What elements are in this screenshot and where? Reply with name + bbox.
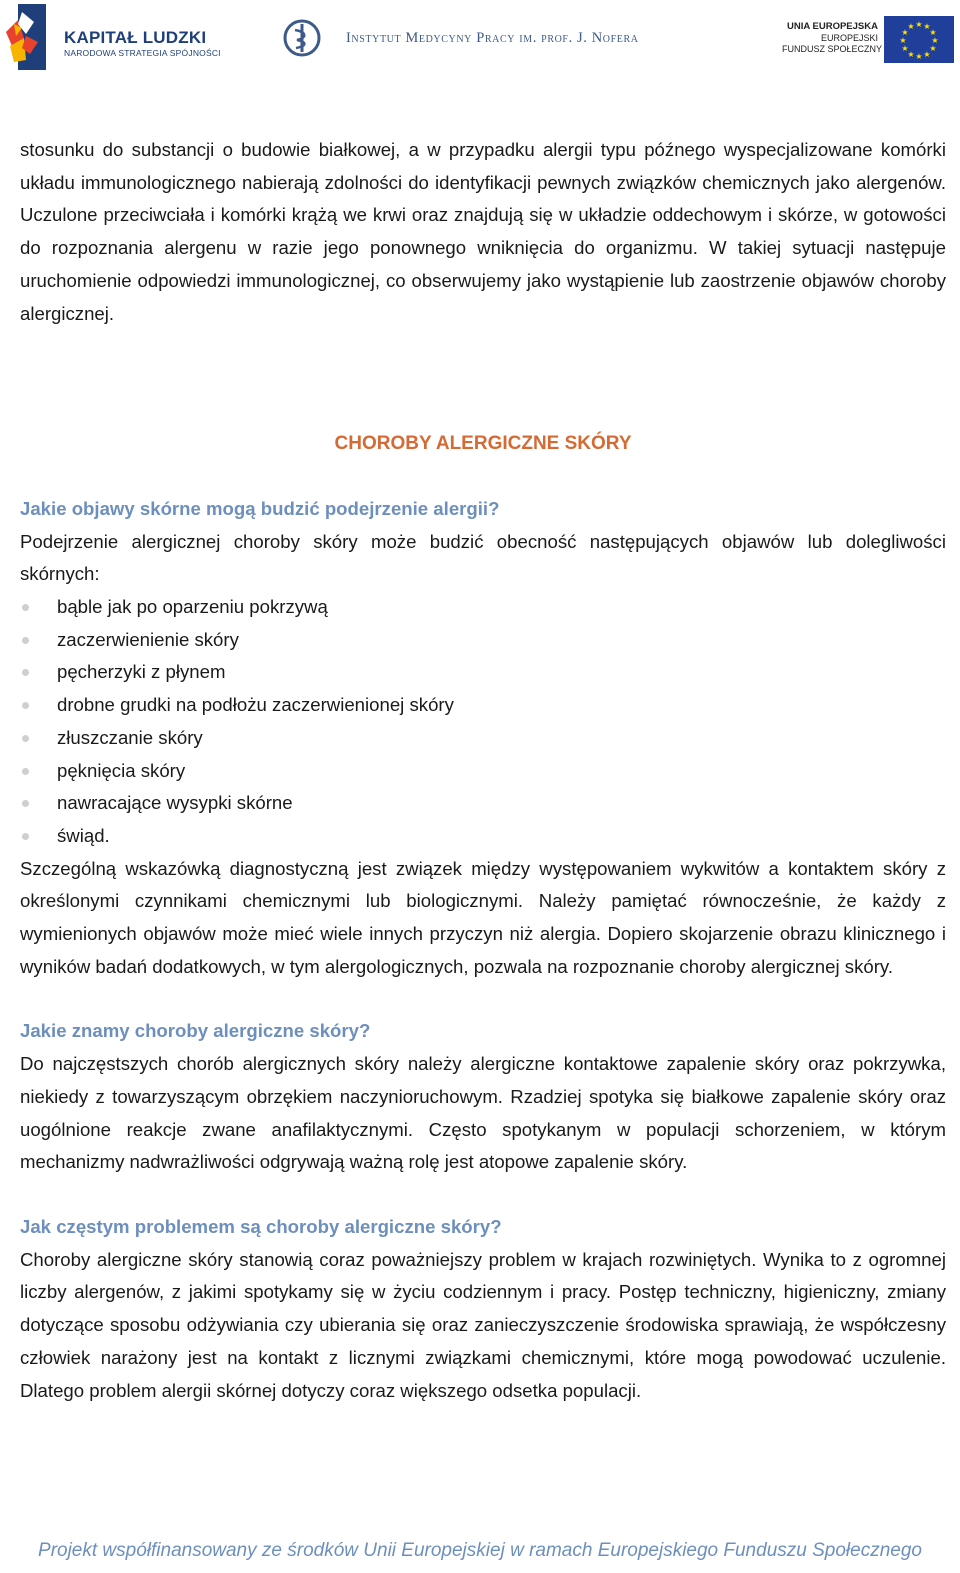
list-item-text: pęcherzyki z płynem [57, 661, 226, 683]
bullet-dot-icon [22, 833, 29, 840]
bullet-dot-icon [22, 768, 29, 775]
caduceus-icon [282, 18, 322, 58]
svg-text:★: ★ [915, 20, 923, 29]
list-item-text: świąd. [57, 824, 110, 846]
list-item-text: nawracające wysypki skórne [57, 792, 293, 814]
bullet-dot-icon [22, 604, 29, 611]
list-item-text: bąble jak po oparzeniu pokrzywą [57, 596, 328, 618]
svg-text:★: ★ [899, 36, 907, 45]
question-frequency-heading: Jak częstym problemem są choroby alergiczne skóry? [20, 1215, 502, 1237]
list-item [20, 591, 946, 624]
svg-text:★: ★ [907, 50, 915, 59]
document-body [20, 134, 946, 1407]
bullet-dot-icon [22, 735, 29, 742]
kapital-ludzki-subtitle: NARODOWA STRATEGIA SPÓJNOŚCI [64, 48, 221, 58]
bullet-dot-icon [22, 800, 29, 807]
eu-logo [782, 16, 954, 64]
list-item [20, 820, 946, 853]
svg-text:★: ★ [923, 22, 931, 31]
list-item [20, 689, 946, 722]
svg-text:★: ★ [929, 28, 937, 37]
list-item [20, 722, 946, 755]
list-item-text: złuszczanie skóry [57, 726, 203, 748]
question-symptoms-heading: Jakie objawy skórne mogą budzić podejrzenie alergii? [20, 497, 500, 519]
list-item-text: drobne grudki na podłożu zaczerwienionej skóry [57, 694, 454, 716]
bullet-dot-icon [22, 702, 29, 709]
list-item [20, 755, 946, 788]
symptoms-list [20, 591, 946, 853]
svg-text:★: ★ [923, 50, 931, 59]
kapital-ludzki-logo [4, 2, 224, 72]
svg-text:★: ★ [931, 36, 939, 45]
eu-line-3: FUNDUSZ SPOŁECZNY [782, 44, 883, 54]
page-header [0, 0, 960, 76]
question-diseases-heading: Jakie znamy choroby alergiczne skóry? [20, 1020, 371, 1042]
diseases-paragraph: Do najczęstszych chorób alergicznych skóry należy alergiczne kontaktowe zapalenie skóry oraz pokrzywka, niekiedy z towarzyszącym obrzękiem naczynioruchowym. Rzadziej spotyka się białkowe zapalenie skóry oraz uogólnione reakcje zwane anafilaktycznymi. Często spotykanym w populacji schorzeniem, w którym mechanizmy nadwrażliwości odgrywają ważną rolę jest atopowe zapalenie skóry. [20, 1053, 946, 1173]
svg-text:★: ★ [929, 44, 937, 53]
kapital-ludzki-title: KAPITAŁ LUDZKI [64, 28, 207, 47]
svg-text:★: ★ [907, 22, 915, 31]
list-item [20, 787, 946, 820]
svg-text:★: ★ [915, 52, 923, 61]
list-item-text: pęknięcia skóry [57, 759, 186, 781]
list-item [20, 656, 946, 689]
diagnosis-paragraph: Szczególną wskazówką diagnostyczną jest związek między występowaniem wykwitów a kontaktem skóry z określonymi czynnikami chemicznymi lub biologicznymi. Należy pamiętać równocześnie, że każdy z wymienionych objawów może mieć wiele innych przyczyn niż alergia. Dopiero skojarzenie obrazu klinicznego i wyników badań dodatkowych, w tym alergologicznych, pozwala na rozpoznanie choroby alergicznej skóry. [20, 857, 946, 977]
eu-line-1: UNIA EUROPEJSKA [787, 21, 878, 32]
eu-text [782, 21, 883, 55]
svg-text:★: ★ [901, 44, 909, 53]
institute-logo [282, 18, 722, 58]
list-item [20, 624, 946, 657]
symptoms-lead-paragraph: Podejrzenie alergicznej choroby skóry może budzić obecność następujących objawów lub dolegliwości skórnych: [20, 530, 946, 585]
eu-flag-icon [884, 16, 954, 63]
bullet-dot-icon [22, 669, 29, 676]
institute-name: Instytut Medycyny Pracy im. prof. J. Nofera [346, 30, 639, 46]
eu-line-2: EUROPEJSKI [820, 33, 878, 43]
bullet-dot-icon [22, 637, 29, 644]
svg-text:★: ★ [901, 28, 909, 37]
section-title: CHOROBY ALERGICZNE SKÓRY [334, 433, 632, 455]
kapital-ludzki-emblem-icon [4, 2, 54, 72]
intro-paragraph: stosunku do substancji o budowie białkowej, a w przypadku alergii typu późnego wyspecjalizowane komórki układu immunologicznego nabierają zdolności do identyfikacji pewnych związków chemicznych jako alergenów. Uczulone przeciwciała i komórki krążą we krwi oraz znajdują się w układzie oddechowym i skórze, w gotowości do rozpoznania alergenu w razie jego ponownego wniknięcia do organizmu. W takiej sytuacji następuje uruchomienie odpowiedzi immunologicznej, co obserwujemy jako wystąpienie lub zaostrzenie objawów choroby alergicznej. [20, 139, 946, 324]
page-footer: Projekt współfinansowany ze środków Unii Europejskiej w ramach Europejskiego Funduszu Społecznego [38, 1540, 922, 1561]
frequency-paragraph: Choroby alergiczne skóry stanowią coraz poważniejszy problem w krajach rozwiniętych. Wynika to z ogromnej liczby alergenów, z jakimi spotykamy się w życiu codziennym i pracy. Postęp techniczny, higieniczny, zmiany dotyczące sposobu odżywiania czy ubierania się oraz zanieczyszczenie środowiska sprawiają, że współczesny człowiek narażony jest na kontakt z licznymi związkami chemicznymi, które mogą powodować uczulenie. Dlatego problem alergii skórnej dotyczy coraz większego odsetka populacji. [20, 1248, 946, 1401]
list-item-text: zaczerwienienie skóry [57, 628, 239, 650]
